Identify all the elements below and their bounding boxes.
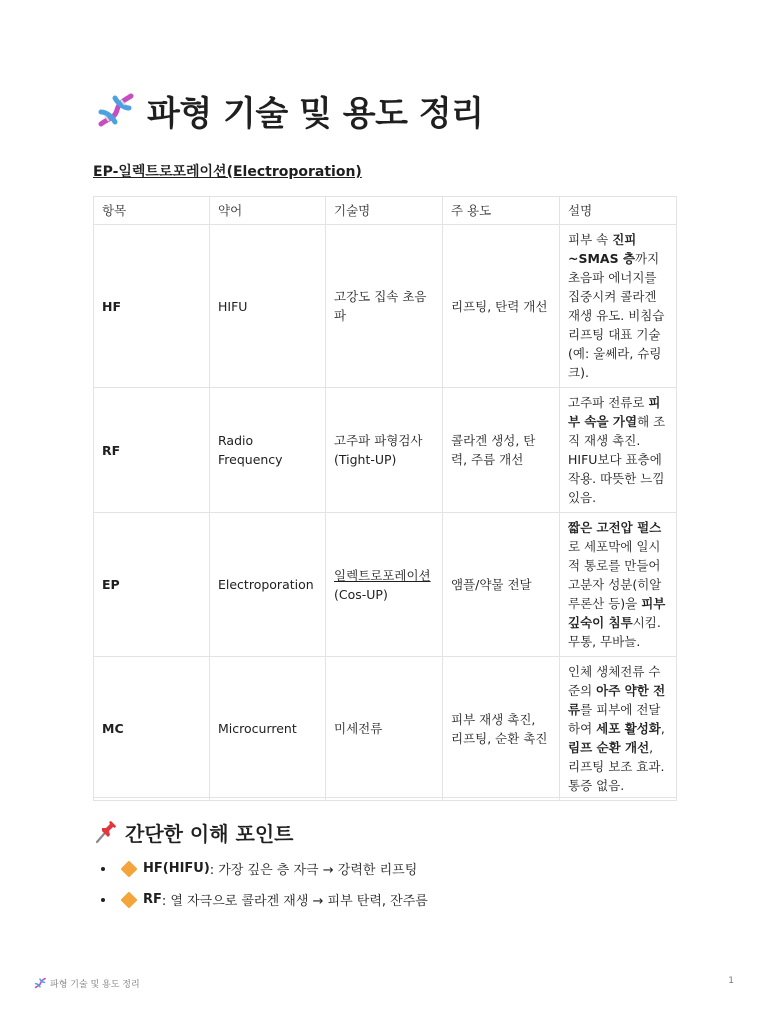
page-footer [33,976,140,990]
cell-item: RF [94,388,210,513]
table-row [94,388,677,513]
points-list [101,853,428,915]
cell-use: 리프팅, 탄력 개선 [443,225,560,388]
cell-tech: 고주파 파형검사(Tight-UP) [326,388,443,513]
cell-desc [560,513,677,657]
desc-emphasis: 피부 깊숙이 침투 [568,596,666,630]
cell-tech [326,513,443,657]
cell-abbr: Radio Frequency [210,388,326,513]
cell-item: HF [94,225,210,388]
table-row [94,657,677,801]
desc-emphasis: 세포 활성화 [596,721,661,736]
point-text: : 열 자극으로 콜라겐 재생 → 피부 탄력, 잔주름 [161,894,428,909]
list-item [101,853,428,884]
dna-icon [33,976,47,990]
cell-desc [560,388,677,513]
pushpin-icon [93,819,119,845]
cell-desc [560,225,677,388]
list-item [101,884,428,915]
technology-table [93,196,677,801]
desc-emphasis: 진피 ~SMAS 층 [568,232,637,266]
page-number: 1 [728,976,734,986]
page-title-text: 파형 기술 및 용도 정리 [147,93,484,134]
section-title [93,816,294,848]
table-row [94,225,677,388]
cell-tech: 미세전류 [326,657,443,801]
point-label: HF(HIFU) [143,861,210,876]
desc-emphasis: 피부 속을 가열 [568,395,661,429]
orange-diamond-icon [121,860,138,877]
desc-text: 까지 초음파 에너지를 집중시켜 콜라겐 재생 유도. 비침습 리프팅 대표 기술(예: 울쎄라, 슈링크). [568,251,665,380]
dna-icon [93,88,137,132]
desc-text: 를 피부에 전달하여 [568,702,661,736]
cell-item: EP [94,513,210,657]
section-subheading: EP-일렉트로포레이션(Electroporation) [93,164,362,180]
header-item: 항목 [94,197,210,225]
desc-text: 해 조직 재생 촉진. HIFU보다 표층에 작용. 따뜻한 느낌 있음. [568,414,666,505]
tech-suffix: (Cos-UP) [334,586,388,602]
desc-text: , [660,721,665,736]
desc-text: 인체 생체전류 수준의 [568,664,661,698]
section-divider [93,797,676,798]
desc-text: 로 세포막에 일시적 통로를 만들어 고분자 성분(히알루론산 등)을 [568,539,662,611]
cell-abbr: HIFU [210,225,326,388]
bullet-dot [101,867,105,871]
header-tech: 기술명 [326,197,443,225]
desc-emphasis: 림프 순환 개선 [568,740,650,755]
desc-emphasis: 짧은 고전압 펄스 [568,520,662,535]
cell-use: 앰플/약물 전달 [443,513,560,657]
page-title [93,86,483,134]
desc-text: 피부 속 [568,232,613,247]
header-desc: 설명 [560,197,677,225]
header-use: 주 용도 [443,197,560,225]
point-text: : 가장 깊은 층 자극 → 강력한 리프팅 [209,863,418,878]
table-row [94,513,677,657]
section-title-text: 간단한 이해 포인트 [125,821,294,846]
desc-text: 고주파 전류로 [568,395,649,410]
cell-use: 콜라겐 생성, 탄력, 주름 개선 [443,388,560,513]
bullet-dot [101,898,105,902]
table-header-row [94,197,677,225]
orange-diamond-icon [121,891,138,908]
cell-abbr: Electroporation [210,513,326,657]
tech-link[interactable]: 일렉트로포레이션 [334,567,431,583]
cell-item: MC [94,657,210,801]
desc-text: 시킴. 무통, 무바늘. [568,615,661,649]
desc-text: , 리프팅 보조 효과. 통증 없음. [568,740,665,793]
point-label: RF [143,892,162,907]
footer-title: 파형 기술 및 용도 정리 [50,979,140,990]
cell-abbr: Microcurrent [210,657,326,801]
cell-use: 피부 재생 촉진, 리프팅, 순환 촉진 [443,657,560,801]
cell-desc [560,657,677,801]
header-abbr: 약어 [210,197,326,225]
desc-emphasis: 아주 약한 전류 [568,683,666,717]
cell-tech: 고강도 집속 초음파 [326,225,443,388]
